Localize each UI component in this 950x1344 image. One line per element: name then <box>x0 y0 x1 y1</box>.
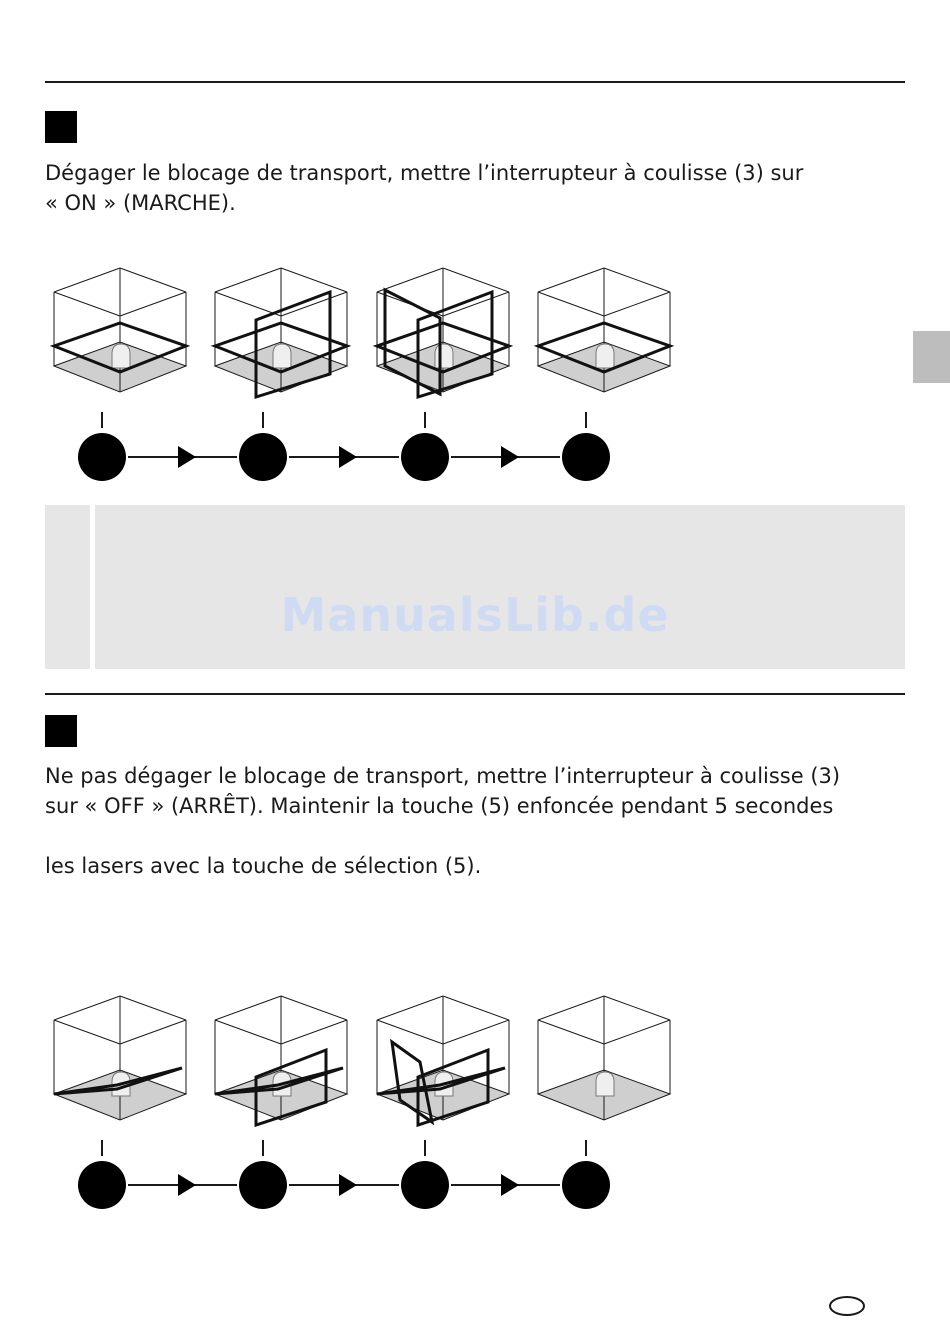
cube-edge <box>443 268 509 292</box>
watermark: ManualsLib.de <box>280 588 670 642</box>
top-rule <box>45 81 905 83</box>
arrow-right-icon <box>339 446 357 468</box>
cube-edge <box>54 268 120 292</box>
arrow-right-icon <box>339 1174 357 1196</box>
cube-edge <box>215 1020 281 1044</box>
section2-marker <box>45 715 77 747</box>
cube-edge <box>281 996 347 1020</box>
cube-edge <box>120 268 186 292</box>
section2-line-4: les lasers avec la touche de sélection (5). <box>45 854 482 878</box>
mode-step-dot <box>78 1161 126 1209</box>
laser-mode-cube <box>538 996 670 1120</box>
mode-step-dot <box>401 1161 449 1209</box>
cube-edge <box>120 996 186 1020</box>
laser-mode-cube <box>54 996 186 1120</box>
arrow-right-icon <box>178 446 196 468</box>
arrow-right-icon <box>178 1174 196 1196</box>
section1-text <box>45 158 905 218</box>
cube-edge <box>54 1020 120 1044</box>
cube-edge <box>281 292 347 316</box>
mode-step-dot <box>239 433 287 481</box>
mode-step-dot <box>562 433 610 481</box>
laser-mode-cube <box>538 268 670 392</box>
section1-line-1: Dégager le blocage de transport, mettre l’interrupteur à coulisse (3) sur <box>45 161 804 185</box>
cube-edge <box>281 1020 347 1044</box>
country-code-oval <box>829 1296 865 1316</box>
note-box <box>45 505 905 669</box>
figure1-mode-sequence <box>40 262 680 492</box>
cube-edge <box>604 292 670 316</box>
mode-step-dot <box>78 433 126 481</box>
laser-device-icon <box>273 344 291 368</box>
laser-mode-cube <box>215 996 347 1125</box>
laser-mode-cube <box>377 268 509 397</box>
cube-edge <box>538 268 604 292</box>
cube-edge <box>215 292 281 316</box>
cube-edge <box>377 1020 443 1044</box>
cube-edge <box>538 292 604 316</box>
mode-step-dot <box>401 433 449 481</box>
cube-edge <box>604 996 670 1020</box>
section2-line-3 <box>45 821 905 851</box>
cube-edge <box>120 292 186 316</box>
section-rule <box>45 693 905 695</box>
cube-edge <box>604 268 670 292</box>
cube-edge <box>443 292 509 316</box>
laser-device-icon <box>435 344 453 368</box>
cube-edge <box>377 996 443 1020</box>
laser-device-icon <box>596 1072 614 1096</box>
laser-mode-cube <box>215 268 347 397</box>
side-tab <box>913 331 950 383</box>
cube-edge <box>281 268 347 292</box>
cube-edge <box>538 996 604 1020</box>
cube-edge <box>443 1020 509 1044</box>
section2-line-1: Ne pas dégager le blocage de transport, mettre l’interrupteur à coulisse (3) <box>45 764 841 788</box>
laser-mode-cube <box>377 996 509 1125</box>
note-divider <box>90 505 95 669</box>
cube-edge <box>443 996 509 1020</box>
cube-edge <box>538 1020 604 1044</box>
mode-step-dot <box>239 1161 287 1209</box>
section1-marker <box>45 111 77 143</box>
cube-edge <box>54 996 120 1020</box>
section2-text <box>45 761 905 881</box>
cube-edge <box>54 292 120 316</box>
arrow-right-icon <box>501 1174 519 1196</box>
cube-edge <box>377 268 443 292</box>
section2-line-2: sur « OFF » (ARRÊT). Maintenir la touche (5) enfoncée pendant 5 secondes <box>45 794 834 818</box>
cube-edge <box>215 268 281 292</box>
section1-line-2: « ON » (MARCHE). <box>45 191 236 215</box>
cube-edge <box>215 996 281 1020</box>
laser-device-icon <box>596 344 614 368</box>
figure2-mode-sequence <box>40 990 680 1220</box>
cube-edge <box>604 1020 670 1044</box>
cube-edge <box>120 1020 186 1044</box>
mode-step-dot <box>562 1161 610 1209</box>
laser-mode-cube <box>54 268 186 392</box>
arrow-right-icon <box>501 446 519 468</box>
laser-device-icon <box>112 344 130 368</box>
